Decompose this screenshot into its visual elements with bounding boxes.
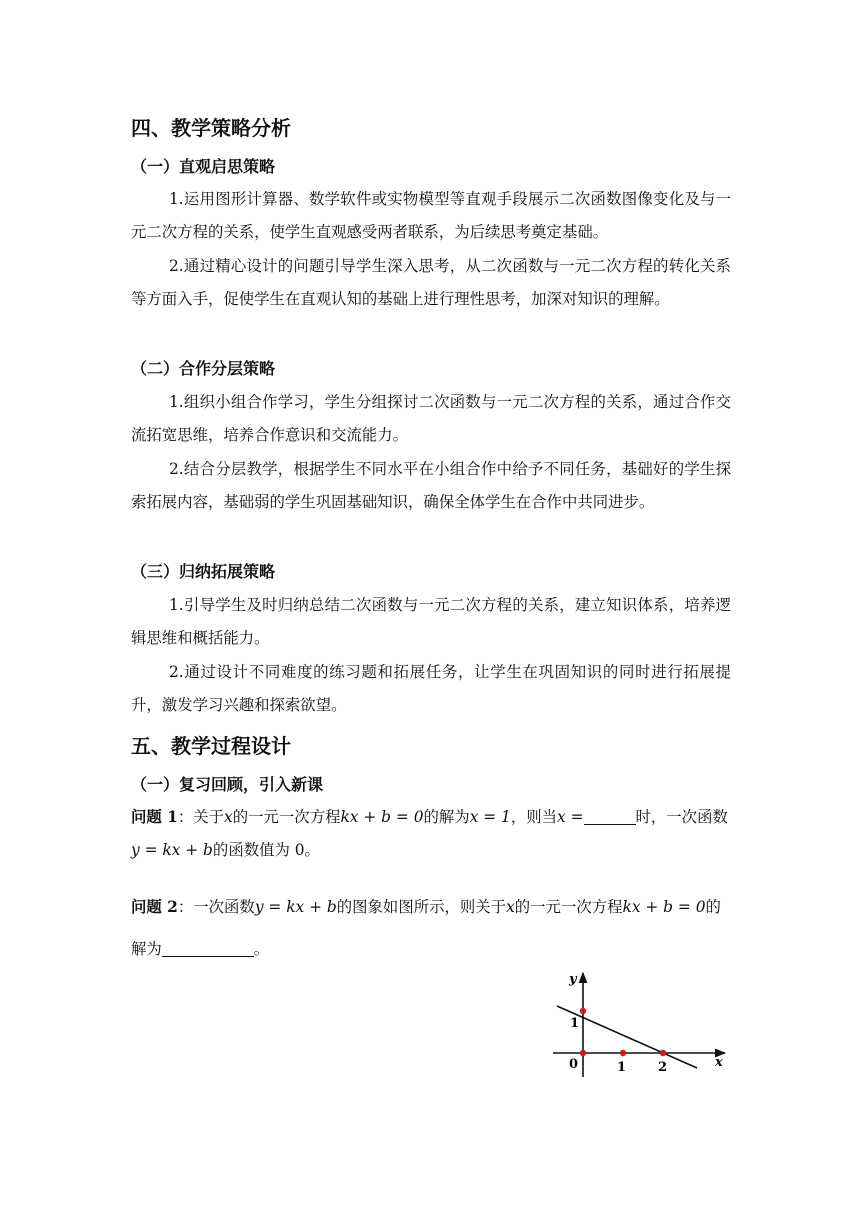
subsection-intuitive-heading: （一）直观启思策略 (131, 157, 276, 176)
subsection-review-heading: （一）复习回顾，引入新课 (131, 775, 324, 794)
paragraph-intuitive-2: 2.通过精心设计的问题引导学生深入思考，从二次函数与一元二次方程的转化关系等方面入手，促使学生在直观认知的基础上进行理性思考，加深对知识的理解。 (131, 257, 731, 308)
paragraph-summary-2: 2.通过设计不同难度的练习题和拓展任务，让学生在巩固知识的同时进行拓展提升，激发学习兴趣和探索欲望。 (131, 663, 731, 714)
graph-point-2 (620, 1050, 626, 1056)
y-axis-label: y (569, 972, 577, 987)
paragraph-cooperative-1: 1.组织小组合作学习，学生分组探讨二次函数与一元二次方程的关系，通过合作交流拓宽思维，培养合作意识和交流能力。 (131, 393, 731, 444)
graph-point-0 (580, 1008, 586, 1014)
graph-point-3 (660, 1050, 666, 1056)
x-tick-1: 1 (617, 1060, 627, 1075)
x-axis-label: x (715, 1055, 723, 1070)
question-1-label: 问题 1 (131, 808, 178, 826)
question-1: 问题 1：关于x的一元一次方程kx + b = 0的解为x = 1，则当x = 时，一次函数y = kx + b的函数值为 0。 (131, 808, 728, 859)
origin-label: 0 (569, 1057, 579, 1072)
y-tick-1: 1 (570, 1016, 580, 1031)
paragraph-cooperative-2: 2.结合分层教学，根据学生不同水平在小组合作中给予不同任务，基础好的学生探索拓展内容，基础弱的学生巩固基础知识，确保全体学生在合作中共同进步。 (131, 460, 731, 511)
answer-blank-1[interactable] (584, 806, 636, 825)
section-5-heading: 五、教学过程设计 (131, 734, 291, 758)
section-4-heading: 四、教学策略分析 (131, 116, 291, 140)
paragraph-summary-1: 1.引导学生及时归纳总结二次函数与一元二次方程的关系，建立知识体系，培养逻辑思维和概括能力。 (131, 596, 731, 647)
linear-function-graph (545, 965, 735, 1080)
subsection-cooperative-heading: （二）合作分层策略 (131, 359, 276, 378)
x-tick-2: 2 (658, 1060, 668, 1075)
answer-blank-2[interactable] (162, 938, 254, 957)
subsection-summary-heading: （三）归纳拓展策略 (131, 562, 276, 581)
graph-point-1 (580, 1050, 586, 1056)
question-2-label: 问题 2 (131, 898, 178, 916)
question-2: 问题 2：一次函数y = kx + b的图象如图所示，则关于x的一元一次方程kx + b = 0的解为 。 (131, 898, 721, 958)
paragraph-intuitive-1: 1.运用图形计算器、数学软件或实物模型等直观手段展示二次函数图像变化及与一元二次方程的关系，使学生直观感受两者联系，为后续思考奠定基础。 (131, 190, 731, 241)
